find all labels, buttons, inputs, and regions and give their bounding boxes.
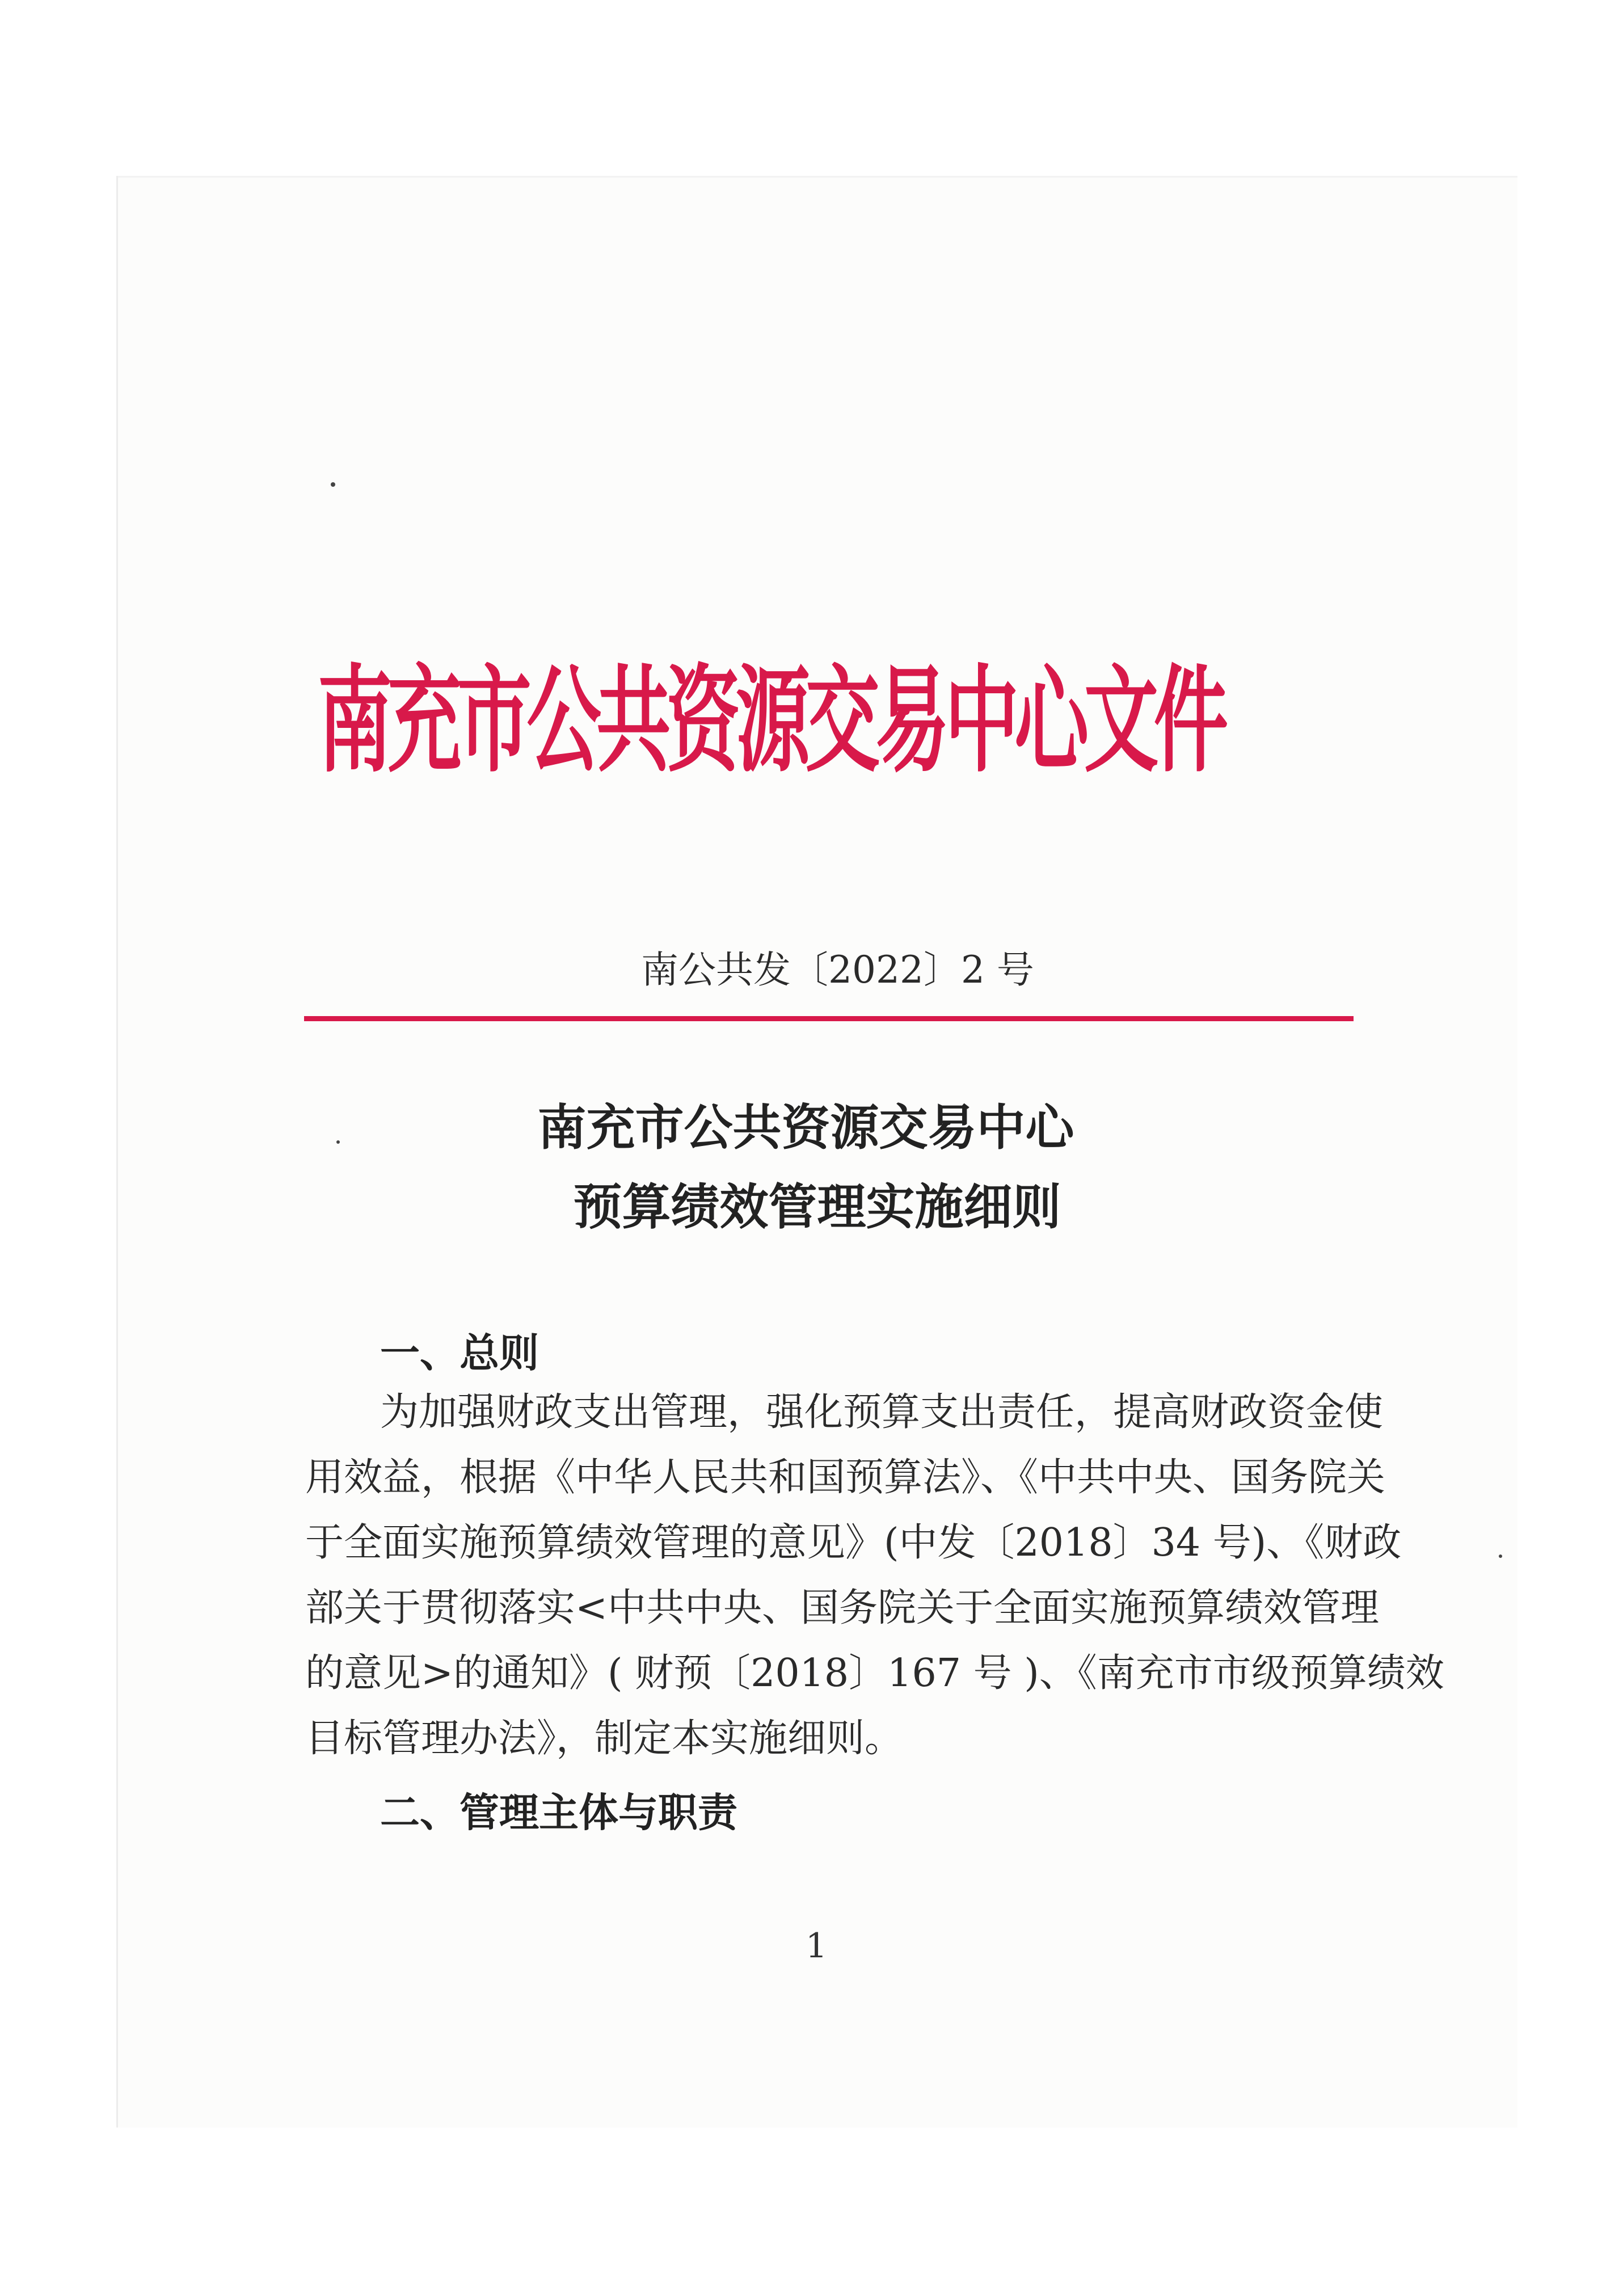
paragraph-line: 部关于贯彻落实<中共中央、国务院关于全面实施预算绩效管理 — [305, 1586, 1379, 1631]
header-divider-line — [304, 1016, 1354, 1021]
paragraph-line: 为加强财政支出管理，强化预算支出责任，提高财政资金使 — [380, 1390, 1384, 1435]
section-heading-management: 二、管理主体与职责 — [380, 1789, 737, 1836]
paragraph-line: 于全面实施预算绩效管理的意见》(中发〔2018〕34 号)、《财政 — [305, 1520, 1402, 1565]
paragraph-line: 的意见>的通知》( 财预〔2018〕167 号 )、《南充市市级预算绩效 — [305, 1651, 1444, 1696]
scan-speck — [331, 482, 335, 487]
document-number: 南公共发〔2022〕2 号 — [641, 948, 1034, 992]
document-title-line-2: 预算绩效管理实施细则 — [573, 1178, 1061, 1236]
paragraph-line: 用效益，根据《中华人民共和国预算法》、《中共中央、国务院关 — [305, 1455, 1386, 1500]
document-title-line-1: 南充市公共资源交易中心 — [537, 1099, 1074, 1156]
document-header-title: 南充市公共资源交易中心文件 — [318, 652, 1224, 788]
scan-speck — [1499, 1554, 1502, 1558]
paragraph-line: 目标管理办法》，制定本实施细则。 — [305, 1716, 904, 1761]
section-heading-general: 一、总则 — [380, 1330, 539, 1376]
page-number: 1 — [806, 1926, 828, 1966]
